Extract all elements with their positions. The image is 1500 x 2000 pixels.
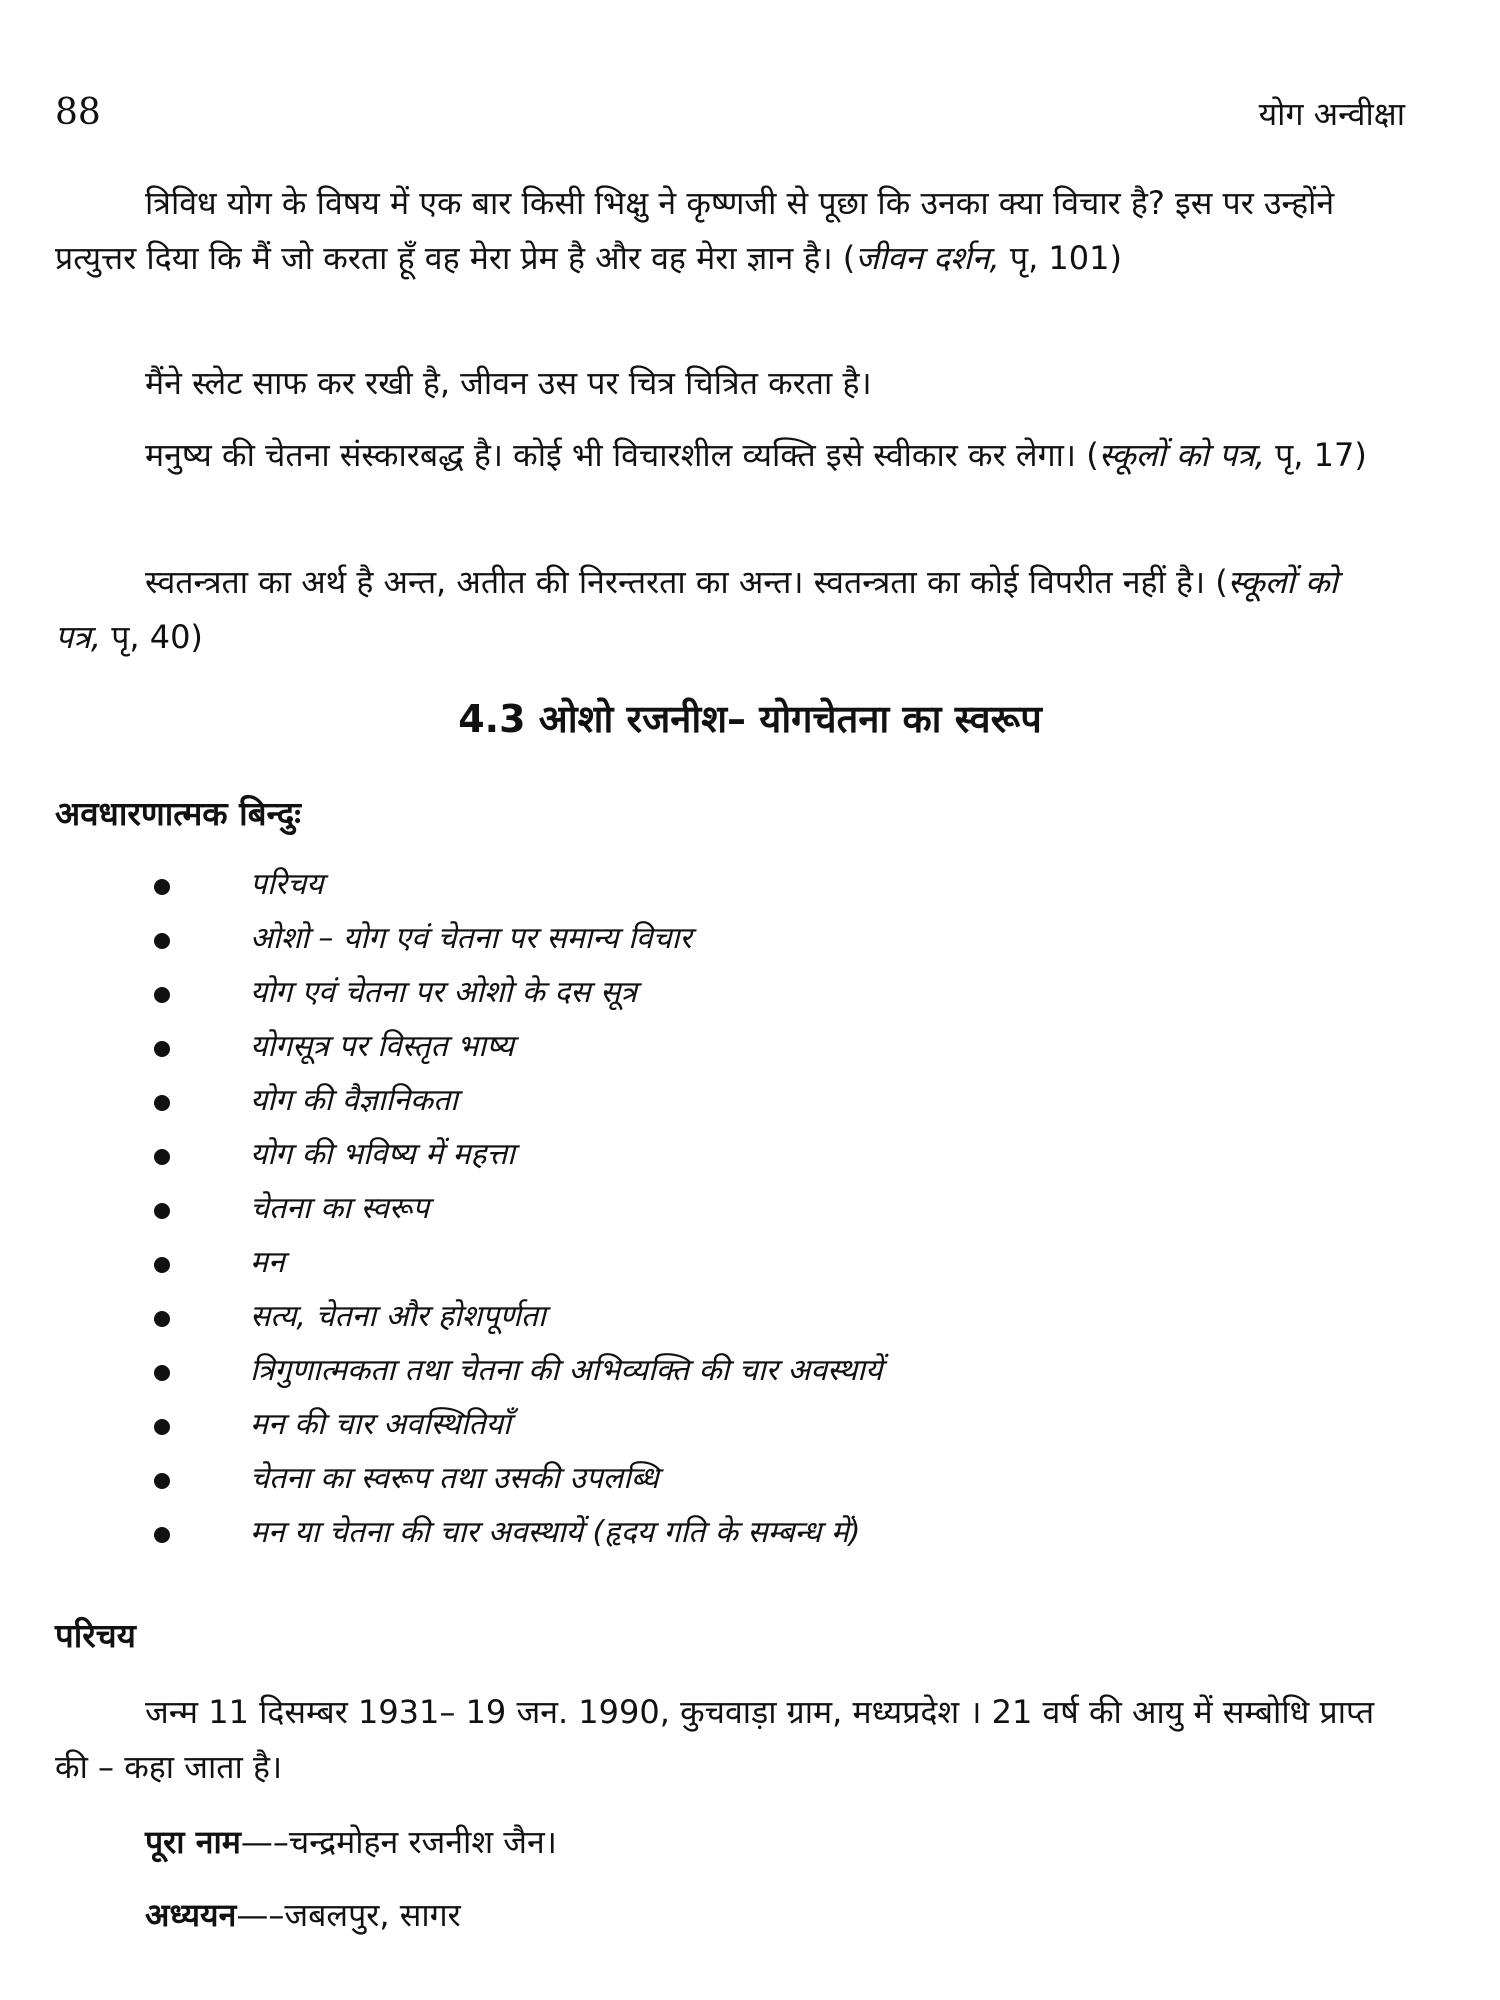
list-item-text: मन	[250, 1245, 285, 1280]
list-item-text: त्रिगुणात्मकता तथा चेतना की अभिव्यक्ति की चार अवस्थायें	[250, 1353, 883, 1388]
key-points-heading: अवधारणात्मक बिन्दुः	[55, 794, 301, 833]
list-item	[140, 1074, 882, 1128]
list-item	[140, 1128, 882, 1182]
list-item-text: योग की वैज्ञानिकता	[250, 1083, 458, 1118]
list-item-text: योग एवं चेतना पर ओशो के दस सूत्र	[250, 975, 637, 1010]
bullet-icon	[154, 1041, 170, 1057]
full-name-value: —–चन्द्रमोहन रजनीश जैन।	[240, 1823, 557, 1861]
list-item	[140, 1020, 882, 1074]
citation-page: पृ, 101)	[999, 239, 1122, 277]
full-name-line	[55, 1815, 1390, 1870]
citation-title: जीवन दर्शन,	[855, 239, 1000, 277]
list-item	[140, 1290, 882, 1344]
paragraph-text: स्वतन्त्रता का अर्थ है अन्त, अतीत की निरन्तरता का अन्त। स्वतन्त्रता का कोई विपरीत नहीं है। (	[145, 563, 1228, 601]
paragraph-text: मैंने स्लेट साफ कर रखी है, जीवन उस पर चित्र चित्रित करता है।	[145, 364, 872, 402]
paragraph-trividh-yoga	[55, 176, 1390, 286]
paragraph-text: मनुष्य की चेतना संस्कारबद्ध है। कोई भी विचारशील व्यक्ति इसे स्वीकार कर लेगा। (	[145, 436, 1099, 474]
intro-heading: परिचय	[55, 1616, 136, 1655]
list-item	[140, 1236, 882, 1290]
bullet-icon	[154, 1419, 170, 1435]
list-item	[140, 1182, 882, 1236]
citation-page: पृ, 17)	[1264, 436, 1367, 474]
citation-page: पृ, 40)	[101, 618, 203, 656]
list-item	[140, 858, 882, 912]
list-item-text: मन की चार अवस्थितियाँ	[250, 1407, 511, 1442]
paragraph-text: त्रिविध योग के विषय में एक बार किसी भिक्षु ने कृष्णजी से पूछा कि उनका क्या विचार है? इस पर उन्होंने प्रत्युत्तर दिया कि मैं जो करता हूँ वह मेरा प्रेम है और वह मेरा ज्ञान है। (	[55, 184, 1335, 277]
bullet-icon	[154, 933, 170, 949]
list-item-text: मन या चेतना की चार अवस्थायें (हृदय गति के सम्बन्ध में)	[250, 1515, 861, 1550]
section-heading: 4.3 ओशो रजनीश– योगचेतना का स्वरूप	[458, 697, 1042, 741]
list-item-text: सत्य, चेतना और होशपूर्णता	[250, 1299, 546, 1334]
page-header	[55, 92, 1405, 142]
list-item-text: ओशो – योग एवं चेतना पर समान्य विचार	[250, 921, 692, 956]
bullet-icon	[154, 879, 170, 895]
list-item-text: चेतना का स्वरूप तथा उसकी उपलब्धि	[250, 1461, 659, 1496]
paragraph-chetna	[55, 428, 1390, 483]
list-item	[140, 1398, 882, 1452]
bullet-icon	[154, 1257, 170, 1273]
list-item	[140, 912, 882, 966]
bullet-icon	[154, 1095, 170, 1111]
citation-title: स्कूलों को पत्र,	[1098, 436, 1265, 474]
paragraph-swatantrata	[55, 555, 1390, 665]
intro-paragraph: जन्म 11 दिसम्बर 1931– 19 जन. 1990, कुचवाड़ा ग्राम, मध्यप्रदेश । 21 वर्ष की आयु में सम्बोधि प्राप्त की – कहा जाता है।	[55, 1693, 1375, 1786]
bullet-icon	[154, 1311, 170, 1327]
citation-title: स्कूलों को पत्र,	[55, 563, 1338, 656]
bullet-icon	[154, 1149, 170, 1165]
bullet-icon	[154, 1473, 170, 1489]
bullet-icon	[154, 1527, 170, 1543]
list-item-text: योगसूत्र पर विस्तृत भाष्य	[250, 1029, 515, 1064]
bullet-icon	[154, 1365, 170, 1381]
list-item	[140, 1344, 882, 1398]
list-item	[140, 966, 882, 1020]
study-line	[55, 1888, 1390, 1943]
list-item	[140, 1452, 882, 1506]
full-name-label: पूरा नाम	[145, 1823, 241, 1861]
running-title: योग अन्वीक्षा	[1258, 95, 1405, 133]
list-item-text: योग की भविष्य में महत्ता	[250, 1137, 515, 1172]
page-number: 88	[55, 92, 101, 133]
bullet-icon	[154, 987, 170, 1003]
list-item-text: परिचय	[250, 867, 324, 902]
study-label: अध्ययन	[145, 1896, 237, 1934]
study-value: —–जबलपुर, सागर	[236, 1896, 461, 1934]
list-item-text: चेतना का स्वरूप	[250, 1191, 430, 1226]
key-points-list	[140, 858, 882, 1560]
list-item	[140, 1506, 882, 1560]
paragraph-slate	[55, 356, 1390, 411]
bullet-icon	[154, 1203, 170, 1219]
